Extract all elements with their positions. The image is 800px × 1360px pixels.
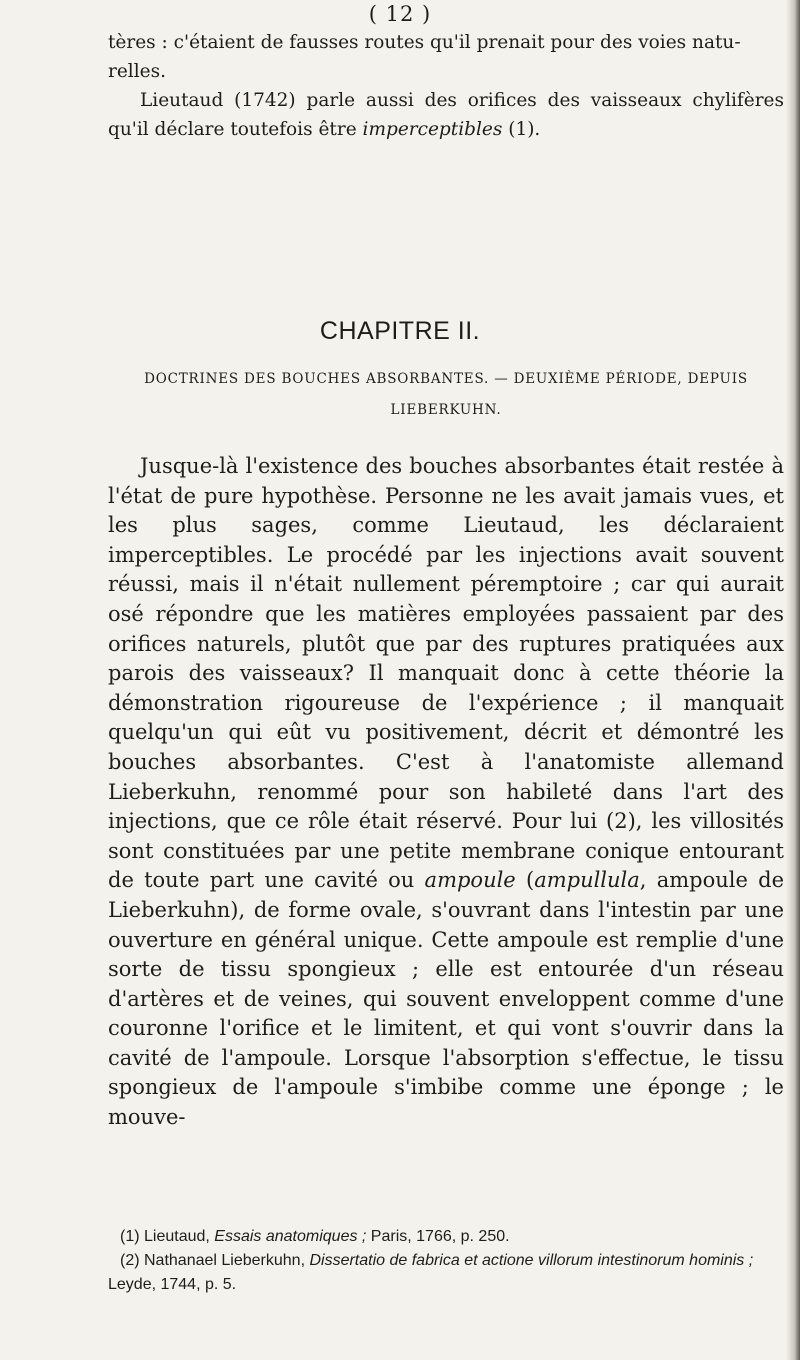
page-edge-shadow [786,0,800,1360]
continued-paragraph [108,28,784,144]
emphasis-text: imperceptibles [362,119,503,140]
footnote-2: (2) Nathanael Lieberkuhn, Dissertatio de fabrica et actione villorum intestinorum hominis ; Leyde, 1744, p. 5. [108,1252,754,1293]
body-paragraph [108,452,784,1133]
text-line: tères : c'étaient de fausses routes qu'il prenait pour des voies natu- [108,32,741,53]
page-number: ( 12 ) [368,2,432,26]
subtitle-line: LIEBERKUHN. [390,402,502,418]
paragraph-lieberkuhn: Jusque-là l'existence des bouches absorbantes était restée à l'état de pure hypothèse. Personne ne les avait jamais vues, et les plus sages, comme Lieutaud, les déclaraient imperceptibles. Le procédé par les injections avait souvent réussi, mais il n'était nullement péremptoire ; car qui aurait osé répondre que les matières employées passaient par des orifices naturels, plutôt que par des ruptures pratiquées aux parois des vaisseaux? Il manquait donc à cette théorie la démonstration rigoureuse de l'expérience ; il manquait quelqu'un qui eût vu positivement, décrit et démontré les bouches absorbantes. C'est à l'anatomiste allemand Lieberkuhn, renommé pour son habileté dans l'art des injections, que ce rôle était réservé. Pour lui (2), les villosités sont constituées par une petite membrane conique entourant de toute part une cavité ou ampoule (ampullula, ampoule de Lieberkuhn), de forme ovale, s'ouvrant dans l'intestin par une ouverture en général unique. Cette ampoule est remplie d'une sorte de tissu spongieux ; elle est entourée d'un réseau d'artères et de veines, qui souvent enveloppent comme d'une couronne l'orifice et le limitent, et qui vont s'ouvrir dans la cavité de l'ampoule. Lorsque l'absorption s'effectue, le tissu spongieux de l'ampoule s'imbibe comme une éponge ; le mouve- [108,454,784,1130]
footnote-1: (1) Lieutaud, Essais anatomiques ; Paris, 1766, p. 250. [120,1228,510,1245]
emphasis-text: Dissertatio de fabrica et actione villorum intestinorum hominis ; [309,1252,754,1269]
footnotes [108,1225,784,1297]
emphasis-text: ampoule [424,868,516,893]
paragraph-lieutaud: Lieutaud (1742) parle aussi des orifices des vaisseaux chylifères qu'il déclare toutefois être imperceptibles (1). [108,90,784,140]
chapter-title: CHAPITRE II. [319,317,481,345]
emphasis-text: Essais anatomiques ; [214,1228,367,1245]
subtitle-line: DOCTRINES DES BOUCHES ABSORBANTES. — DEUXIÈME PÉRIODE, DEPUIS [144,371,748,387]
chapter-subtitle [108,364,784,426]
text-line: relles. [108,61,166,82]
emphasis-text: ampullula [534,868,640,893]
